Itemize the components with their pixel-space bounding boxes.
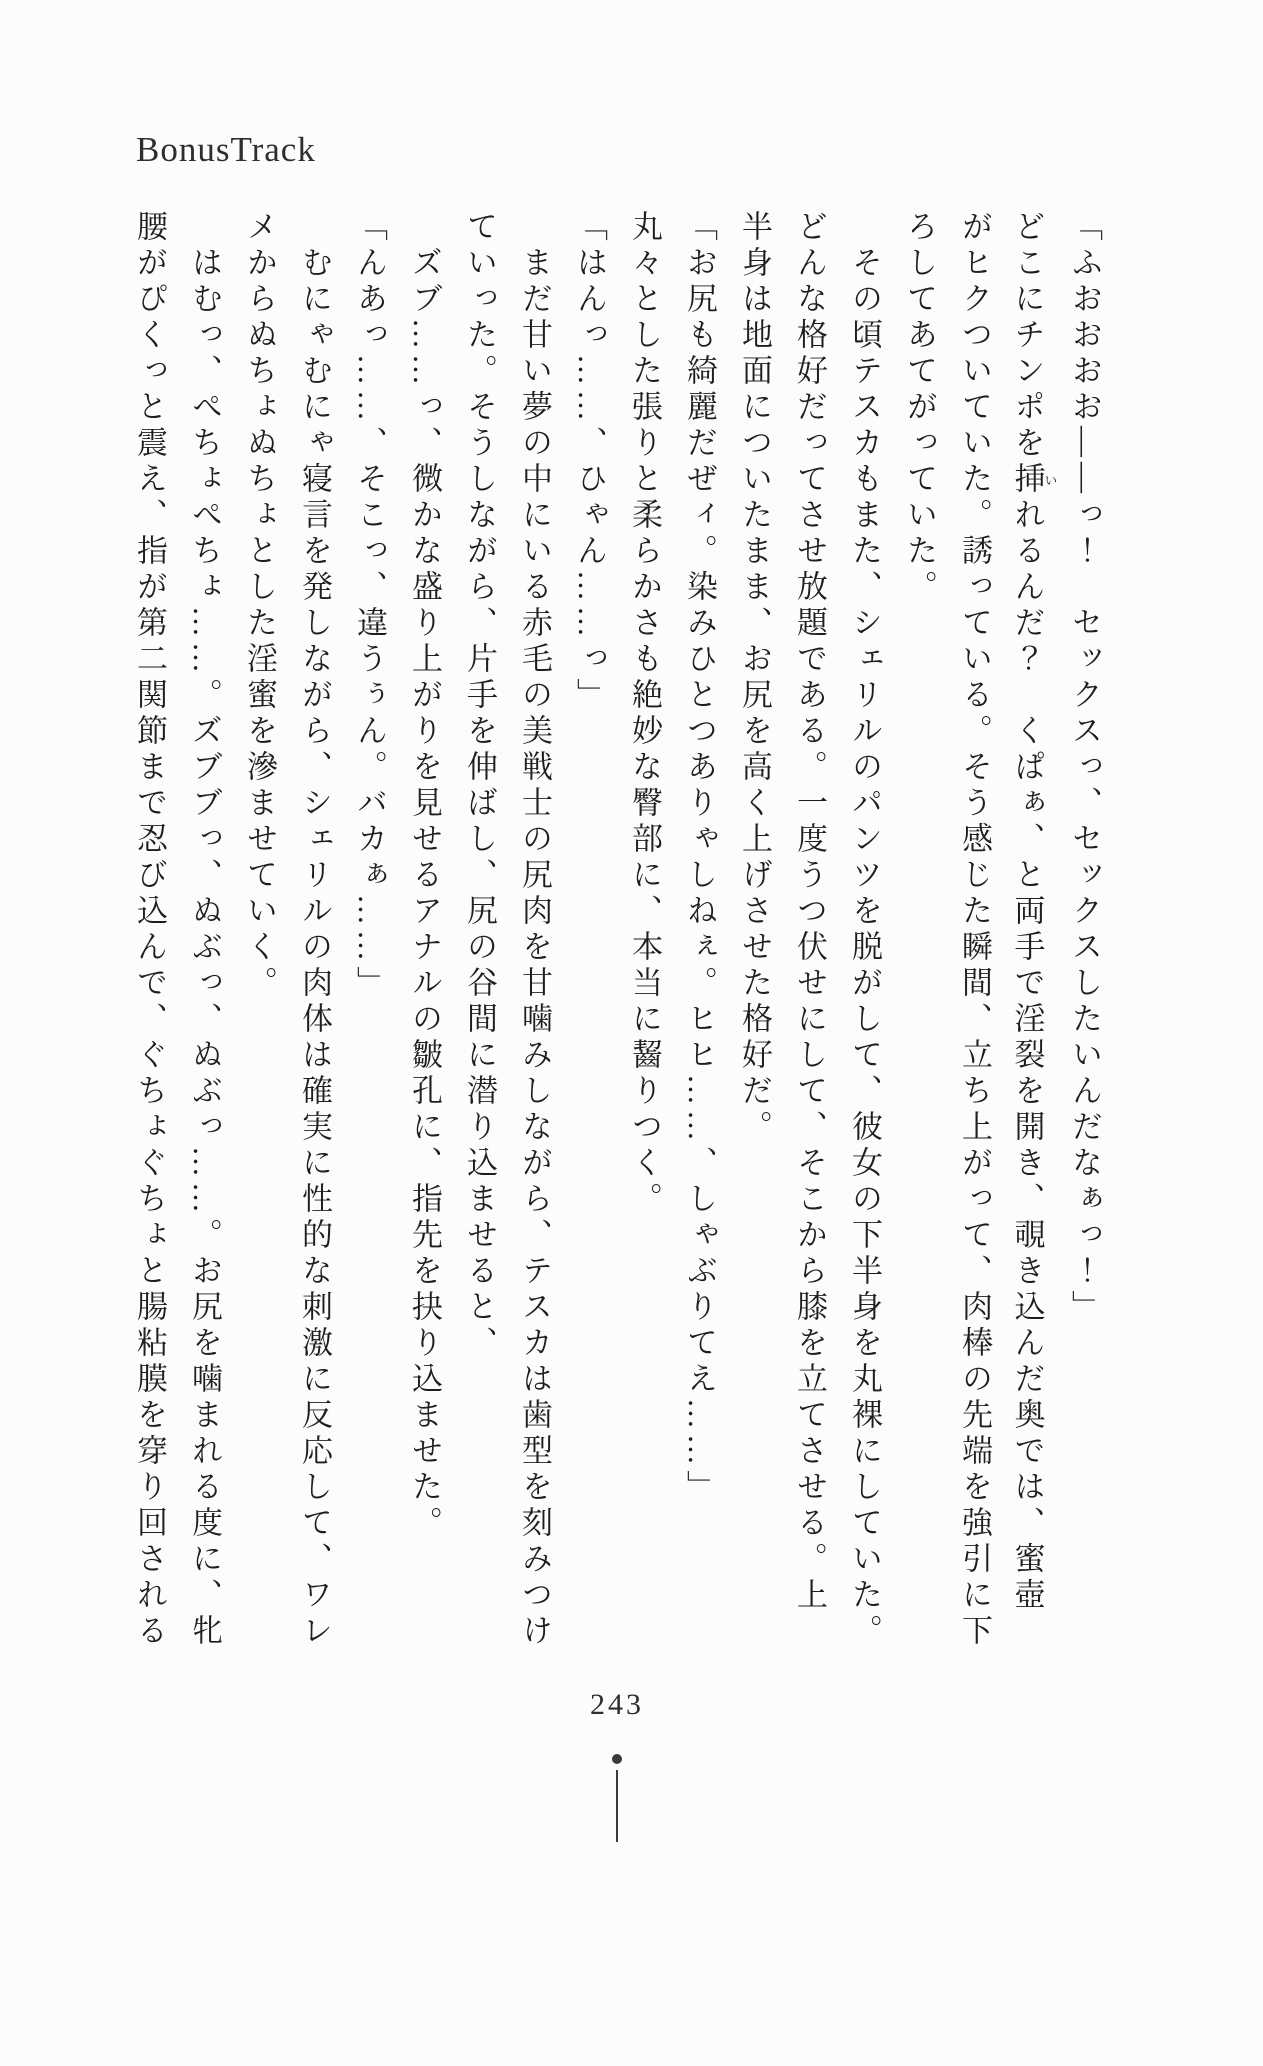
text-column: どこにチンポを挿いれるんだ？ くぱぁ、と両手で淫裂を開き、覗き込んだ奥では、蜜壺 [1009,210,1058,1614]
text-column: まだ甘い夢の中にいる赤毛の美戦士の尻肉を甘噛みしながら、テスカは歯型を刻みつけ [517,210,552,1650]
text-column: メからぬちょぬちょとした淫蜜を滲ませていく。 [242,210,277,1002]
text-column: 腰がぴくっと震え、指が第二関節まで忍び込んで、ぐちょぐちょと腸粘膜を穿り回される [132,210,167,1650]
divider-line [616,1770,618,1842]
text-column: 「はんっ……、ひゃん……っ」 [572,210,607,714]
text-column: どんな格好だってさせ放題である。一度うつ伏せにして、そこから膝を立てさせる。上 [792,210,827,1614]
ruby-annotated-text: 挿い [1009,462,1058,498]
text-block [122,210,1112,1670]
text-column: 「んあっ……、そこっ、違うぅん。バカぁ……」 [352,210,387,1002]
furigana: い [1042,462,1058,498]
text-column: がヒクついていた。誘っている。そう感じた瞬間、立ち上がって、肉棒の先端を強引に下 [957,210,992,1650]
text-column: はむっ、ぺちょぺちょ……。ズブブっ、ぬぶっ、ぬぶっ……。お尻を噛まれる度に、牝 [187,210,222,1650]
text-column: 「ふおおおお――っ！ セックスっ、セックスしたいんだなぁっ！」 [1067,210,1102,1326]
text-column: ズブ……っ、微かな盛り上がりを見せるアナルの皺孔に、指先を抉り込ませた。 [407,210,442,1542]
running-header: BonusTrack [136,130,316,169]
text-column: 丸々とした張りと柔らかさも絶妙な臀部に、本当に齧りつく。 [627,210,662,1218]
text-column: むにゃむにゃ寝言を発しながら、シェリルの肉体は確実に性的な刺激に反応して、ワレ [297,210,332,1650]
text-column: ろしてあてがっていた。 [902,210,937,606]
text-column: ていった。そうしながら、片手を伸ばし、尻の谷間に潜り込ませると、 [462,210,497,1362]
text-column: 半身は地面についたまま、お尻を高く上げさせた格好だ。 [737,210,772,1146]
divider-dot-icon [612,1754,622,1764]
text-column: 「お尻も綺麗だぜィ。染みひとつありゃしねぇ。ヒヒ……、しゃぶりてえ……」 [682,210,717,1506]
page-number: 243 [590,1688,644,1721]
text-column: その頃テスカもまた、シェリルのパンツを脱がして、彼女の下半身を丸裸にしていた。 [847,210,882,1650]
